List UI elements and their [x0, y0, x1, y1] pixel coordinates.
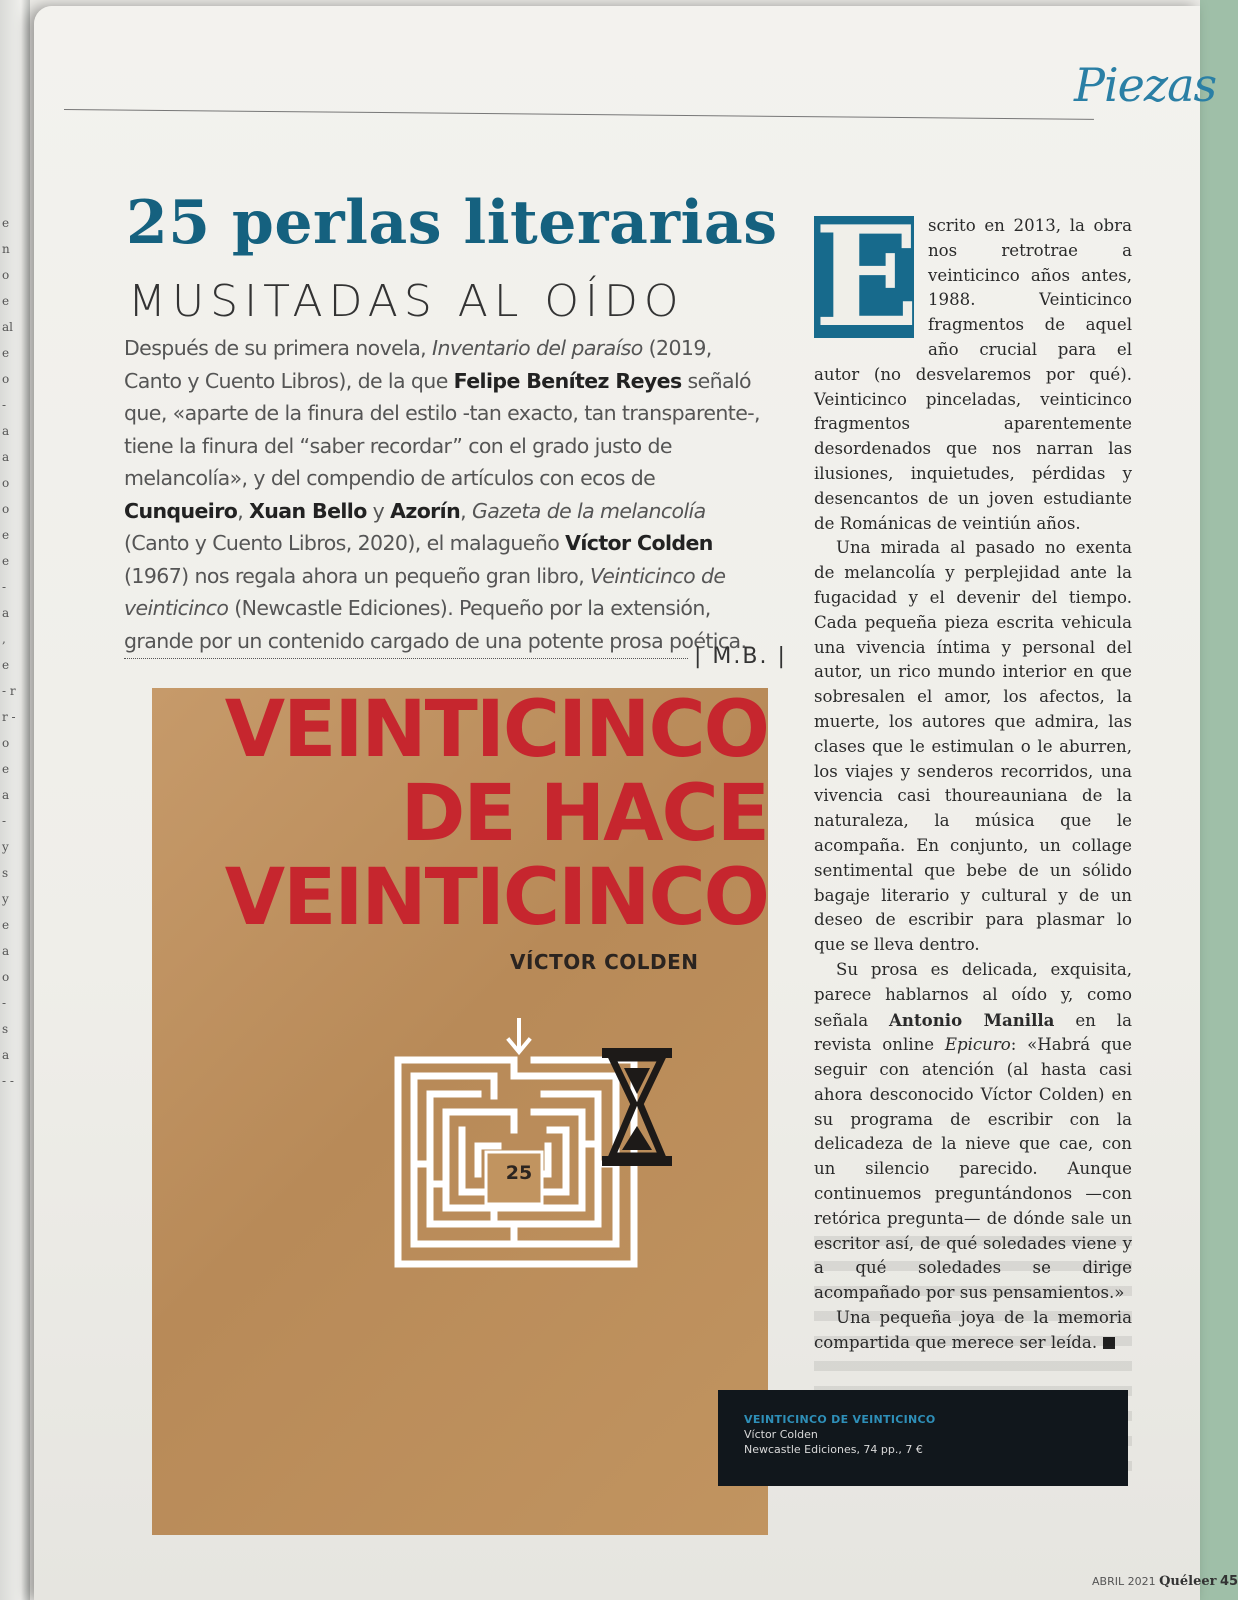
lead-text: y	[366, 498, 391, 523]
article-lead	[124, 332, 774, 657]
book-info-content	[744, 1412, 936, 1457]
maze-center-number: 25	[505, 1162, 533, 1184]
previous-page-text-fragments: e n o e al e o - a a o o e e - a , e - r r - o e a - y s y e a o - s a - -	[2, 216, 16, 1088]
lead-text: (1967) nos regala ahora un pequeño gran libro,	[124, 563, 591, 588]
header-rule	[64, 109, 1094, 120]
lead-text: señaló que, «aparte de la finura del estilo -tan exacto, tan transparente-, tiene la finura del “saber recordar” con el grado justo de melancolía», y del compendio de artículos con ecos de	[124, 368, 760, 490]
cover-title-line-1: VEINTICINCO	[224, 685, 768, 775]
body-person-name: Antonio Manilla	[889, 1009, 1055, 1030]
cover-title-line-2: DE HACE	[400, 769, 768, 859]
book-info-box	[718, 1390, 1128, 1486]
article-body-column	[814, 195, 1133, 1356]
body-text: en la revista online	[814, 1010, 1132, 1055]
hourglass-icon	[600, 1046, 674, 1168]
folio-date: ABRIL 2021	[1092, 1575, 1156, 1588]
byline-row	[124, 644, 787, 674]
cover-author: VÍCTOR COLDEN	[510, 950, 699, 974]
folio-page-number: 45	[1219, 1574, 1238, 1589]
lead-text: (2019, Canto y Cuento Libros), de la que	[124, 336, 712, 393]
body-text: : «Habrá que seguir con atención (al hasta casi ahora desconocido Víctor Colden) en su programa de escribir con la delicadeza de la nieve que cae, con un silencio parecido. Aunque continuemos preguntándonos —con retórica pregunta— de dónde sale un escritor así, de qué soledades viene y a qué soledades se dirige acompañado por sus pensamientos.»	[814, 1035, 1133, 1303]
lead-text: Después de su primera novela,	[124, 336, 433, 360]
lead-book-title: Gazeta de la melancolía	[471, 498, 706, 523]
lead-text: (Newcastle Ediciones). Pequeño por la extensión, grande por un contenido cargado de una potente prosa poética.	[124, 596, 747, 653]
lead-person-name: Cunqueiro	[124, 498, 238, 523]
article-subhead: MUSITADAS AL OÍDO	[128, 276, 685, 327]
magazine-page	[34, 6, 1238, 1600]
lead-person-name: Víctor Colden	[565, 531, 713, 555]
lead-text: ,	[237, 498, 250, 523]
lead-person-name: Azorín	[390, 498, 461, 523]
body-magazine-name: Epicuro	[944, 1035, 1011, 1055]
lead-book-title: Inventario del paraíso	[432, 336, 643, 360]
article-headline: 25 perlas literarias	[126, 188, 778, 258]
book-info-author: Víctor Colden	[744, 1428, 818, 1441]
body-text: Su prosa es delicada, exquisita, parece hablarnos al oído y, como señala	[814, 959, 1132, 1030]
byline: | M.B. |	[694, 644, 787, 669]
body-text: Una pequeña joya de la memoria compartida que merece ser leída.	[814, 1308, 1132, 1352]
body-paragraph: Una mirada al pasado no exenta de melancolía y perplejidad ante la fugacidad y el devenir del tiempo. Cada pequeña pieza escrita vehicula una vivencia íntima y personal del autor, un rico mundo interior en que sobresalen el amor, los afectos, la muerte, los autores que admira, las clases que le estimulan o le aburren, los viajes y senderos recorridos, una vivencia casi thoureauniana de la naturaleza, la música que le acompaña. En conjunto, un collage sentimental que bebe de un sólido bagaje literario y cultural y de un deseo de escribir para plasmar lo que se lleva dentro.	[814, 538, 1132, 955]
previous-page-edge	[0, 0, 30, 1600]
folio-magazine: Quéleer	[1159, 1574, 1217, 1589]
lead-book-title: Veinticinco de veinticinco	[124, 563, 726, 620]
lead-text: (Canto y Cuento Libros, 2020), el malagueño	[124, 531, 566, 555]
book-info-details: Newcastle Ediciones, 74 pp., 7 €	[744, 1443, 923, 1456]
dotted-divider	[124, 658, 688, 659]
lead-person-name: Felipe Benítez Reyes	[453, 368, 682, 393]
lead-person-name: Xuan Bello	[249, 498, 367, 523]
lead-text: ,	[460, 498, 472, 523]
section-tag: Piezas	[1074, 58, 1217, 112]
page-folio	[1092, 1574, 1238, 1589]
dropcap: E	[814, 195, 920, 358]
body-paragraph: scrito en 2013, la obra nos retrotrae a veinticinco años antes, 1988. Veinticinco fragmentos de aquel año crucial para el autor (no desvelaremos por qué). Veinticinco pinceladas, veinticinco fragmentos aparentemente desordenados que nos narran las ilusiones, inquietudes, pérdidas y desencantos de un joven estudiante de Románicas de veintiún años.	[814, 216, 1132, 533]
book-info-title: VEINTICINCO DE VEINTICINCO	[744, 1413, 936, 1426]
book-cover-image	[152, 685, 768, 1535]
cover-title-line-3: VEINTICINCO	[224, 853, 768, 943]
